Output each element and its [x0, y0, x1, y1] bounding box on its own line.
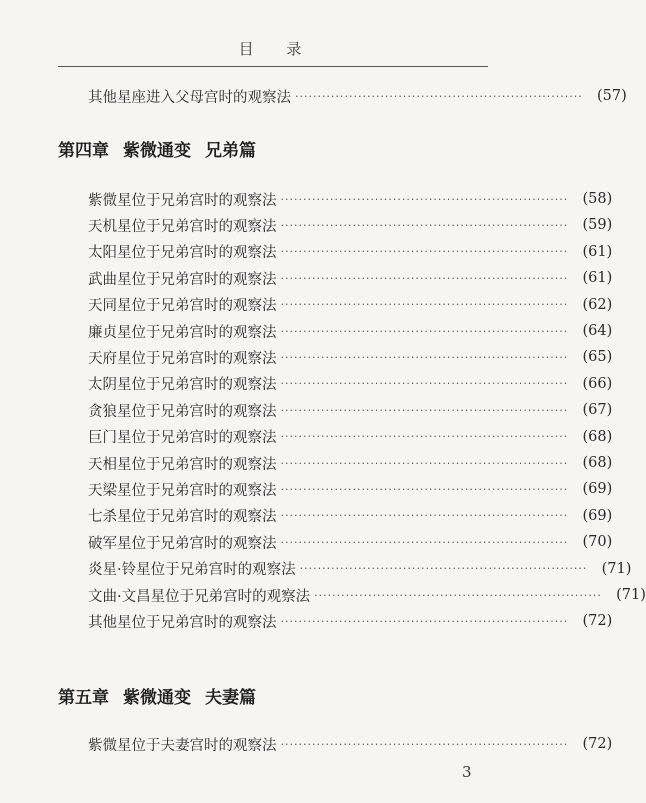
toc-entry-title: 紫微星位于夫妻宫时的观察法: [88, 737, 277, 754]
toc-entry-page: (65): [582, 349, 613, 366]
leader-dots: ································································: [280, 509, 569, 523]
toc-entry: [88, 585, 646, 605]
leader-dots: ································································: [280, 245, 569, 259]
toc-entry: [88, 242, 613, 262]
chapter-heading: [58, 683, 270, 708]
toc-entry-page: (67): [582, 402, 613, 419]
leader-dots: ································································: [280, 324, 569, 338]
leader-dots: ································································: [299, 562, 588, 576]
toc-entry: [88, 295, 613, 315]
toc-entry-page: (71): [601, 560, 632, 577]
chapter-name: 紫微通变: [123, 688, 191, 708]
page-number: 3: [462, 763, 472, 781]
toc-entry: [88, 268, 613, 288]
toc-entry-page: (70): [582, 534, 613, 551]
toc-entry: [88, 189, 613, 209]
chapter-name: 紫微通变: [123, 141, 191, 161]
toc-entry: [88, 559, 632, 579]
toc-entry-title: 紫微星位于兄弟宫时的观察法: [88, 192, 277, 209]
toc-entry-title: 天相星位于兄弟宫时的观察法: [88, 456, 277, 473]
toc-entry-title: 巨门星位于兄弟宫时的观察法: [88, 430, 277, 447]
toc-entry: [88, 427, 613, 447]
toc-entry: [88, 347, 613, 367]
toc-entry-title: 天梁星位于兄弟宫时的观察法: [88, 482, 277, 499]
leader-dots: ································································: [314, 588, 602, 602]
toc-entry: [88, 453, 613, 473]
leader-dots: ································································: [280, 430, 569, 444]
toc-entry-page: (57): [597, 88, 627, 104]
toc-entry-page: (72): [582, 736, 613, 752]
toc-entry-page: (58): [582, 191, 613, 207]
leader-dots: ································································: [280, 350, 569, 364]
leader-dots: ································································: [280, 377, 569, 391]
toc-entry-title: 七杀星位于兄弟宫时的观察法: [88, 509, 277, 526]
leader-dots: ································································: [280, 614, 569, 628]
toc-entry: [88, 374, 613, 394]
toc-entry: [88, 506, 613, 526]
leader-dots: ································································: [280, 298, 569, 312]
toc-entry: [88, 532, 613, 552]
toc-entry: [88, 734, 613, 754]
toc-entry-title: 天同星位于兄弟宫时的观察法: [88, 298, 277, 315]
chapter-subtitle: 兄弟篇: [205, 141, 256, 161]
chapter-subtitle: 夫妻篇: [205, 688, 256, 708]
leader-dots: ································································: [280, 482, 569, 496]
toc-entry-title: 天府星位于兄弟宫时的观察法: [88, 350, 277, 367]
toc-entry: [88, 611, 613, 631]
toc-entry-page: (68): [582, 455, 613, 471]
leader-dots: ································································: [280, 456, 569, 470]
chapter-number: 第五章: [58, 688, 109, 708]
page-header-title: 目 录: [238, 40, 316, 58]
leader-dots: ································································: [280, 737, 569, 751]
toc-entry-title: 其他星座进入父母宫时的观察法: [88, 89, 291, 106]
leader-dots: ································································: [280, 218, 569, 232]
leader-dots: ································································: [295, 89, 583, 103]
header-rule: [58, 66, 488, 67]
toc-entry-title: 破军星位于兄弟宫时的观察法: [88, 535, 277, 552]
toc-entry-title: 武曲星位于兄弟宫时的观察法: [88, 271, 277, 288]
toc-entry: [88, 321, 613, 341]
toc-entry: [88, 86, 627, 106]
toc-entry: [88, 400, 613, 420]
toc-entry-page: (71): [616, 587, 646, 603]
toc-entry-title: 炎星·铃星位于兄弟宫时的观察法: [88, 562, 296, 579]
leader-dots: ································································: [280, 403, 569, 417]
toc-entry-page: (64): [582, 323, 613, 339]
leader-dots: ································································: [280, 535, 569, 549]
toc-entry-title: 文曲·文昌星位于兄弟宫时的观察法: [88, 588, 311, 605]
toc-entry-title: 其他星位于兄弟宫时的观察法: [88, 614, 277, 631]
toc-entry: [88, 479, 613, 499]
toc-entry-page: (69): [582, 507, 613, 524]
toc-entry-title: 太阳星位于兄弟宫时的观察法: [88, 245, 277, 262]
toc-entry-title: 天机星位于兄弟宫时的观察法: [88, 218, 277, 235]
toc-entry-title: 太阴星位于兄弟宫时的观察法: [88, 377, 277, 394]
toc-entry-page: (69): [582, 481, 613, 498]
toc-entry-title: 贪狼星位于兄弟宫时的观察法: [88, 403, 277, 420]
toc-entry-page: (62): [582, 296, 613, 313]
leader-dots: ································································: [280, 192, 569, 206]
leader-dots: ································································: [280, 271, 569, 285]
toc-entry-page: (59): [582, 217, 613, 234]
toc-entry-page: (66): [582, 375, 613, 392]
toc-entry-page: (72): [582, 613, 613, 630]
toc-entry-page: (61): [582, 243, 613, 260]
toc-entry-page: (61): [582, 270, 613, 287]
chapter-heading: [58, 136, 270, 161]
toc-entry-title: 廉贞星位于兄弟宫时的观察法: [88, 324, 277, 341]
toc-entry-page: (68): [582, 428, 613, 445]
toc-entry: [88, 215, 613, 235]
chapter-number: 第四章: [58, 141, 109, 161]
